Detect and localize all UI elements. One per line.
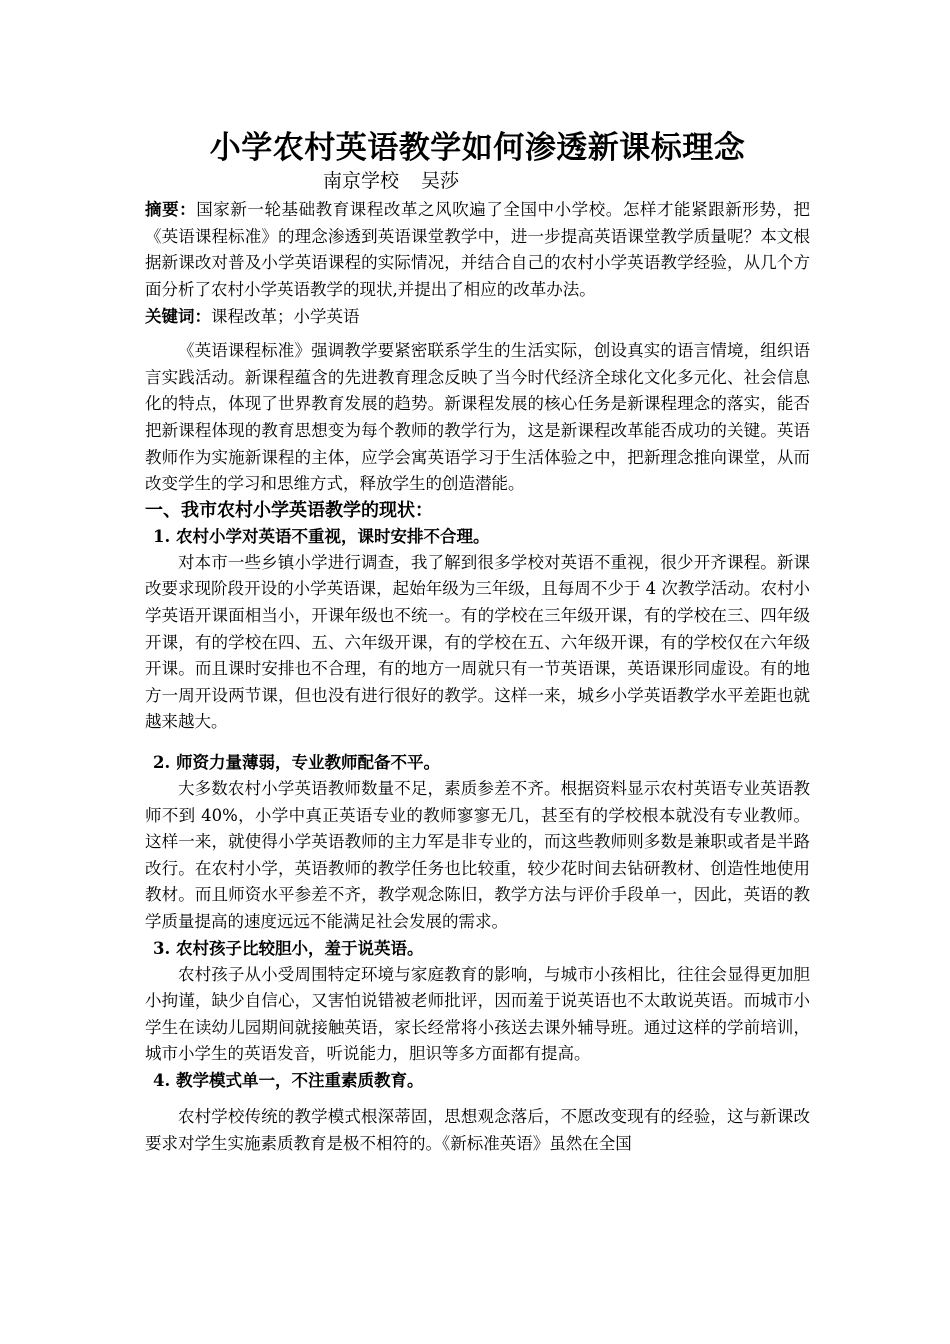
abstract-text: 国家新一轮基础教育课程改革之风吹遍了全国中小学校。怎样才能紧跟新形势，把《英语课程标准》的理念渗透到英语课堂教学中，进一步提高英语课堂教学质量呢？本文根据新课改对普及小学英语课程的实际情况，并结合自己的农村小学英语教学经验，从几个方面分析了农村小学英语教学的现状,并提出了相应的改革办法。: [145, 200, 811, 300]
author-line: [145, 168, 810, 195]
subsection-heading-1: 1. 农村小学对英语不重视，课时安排不合理。: [153, 526, 490, 546]
abstract-label: 摘要：: [145, 200, 197, 220]
subsection-paragraph-4: 农村学校传统的教学模式根深蒂固，思想观念落后，不愿改变现有的经验，这与新课改要求对学生实施素质教育是极不相符的。《新标准英语》虽然在全国: [145, 1106, 810, 1153]
document-page: [145, 120, 810, 1157]
subsection-heading-3: 3. 农村孩子比较胆小，羞于说英语。: [153, 938, 424, 958]
keywords-label: 关键词：: [145, 306, 211, 326]
keywords: [145, 304, 810, 331]
subsection-heading-2: 2. 师资力量薄弱，专业教师配备不平。: [153, 752, 440, 772]
abstract: [145, 197, 810, 303]
subsection-heading-4: 4. 教学模式单一，不注重素质教育。: [153, 1070, 424, 1090]
subsection-paragraph-3: 农村孩子从小受周围特定环境与家庭教育的影响，与城市小孩相比，往往会显得更加胆小拘谨，缺少自信心，又害怕说错被老师批评，因而羞于说英语也不太敢说英语。而城市小学生在读幼儿园期间就接触英语，家长经常将小孩送去课外辅导班。通过这样的学前培训，城市小学生的英语发音，听说能力，胆识等多方面都有提高。: [145, 964, 810, 1064]
subsection-paragraph-2: 大多数农村小学英语教师数量不足，素质参差不齐。根据资料显示农村英语专业英语教师不到 40%，小学中真正英语专业的教师寥寥无几，甚至有的学校根本就没有专业教师。这样一来，就使得小学英语教师的主力军是非专业的，而这些教师则多数是兼职或者是半路改行。在农村小学，英语教师的教学任务也比较重，较少花时间去钻研教材、创造性地使用教材。而且师资水平参差不齐，教学观念陈旧，教学方法与评价手段单一，因此，英语的教学质量提高的速度远远不能满足社会发展的需求。: [145, 778, 810, 931]
subsection-paragraph-1: 对本市一些乡镇小学进行调查，我了解到很多学校对英语不重视，很少开齐课程。新课改要求现阶段开设的小学英语课，起始年级为三年级，且每周不少于 4 次教学活动。农村小学英语开课面相当小，开课年级也不统一。有的学校在三年级开课，有的学校在三、四年级开课，有的学校在四、五、六年级开课，有的学校在五、六年级开课，有的学校仅在六年级开课。而且课时安排也不合理，有的地方一周就只有一节英语课，英语课形同虚设。有的地方一周开设两节课，但也没有进行很好的教学。这样一来，城乡小学英语教学水平差距也就越来越大。: [145, 552, 810, 732]
author-name: 吴莎: [421, 170, 460, 193]
section-heading: 一、我市农村小学英语教学的现状：: [145, 499, 433, 521]
author-school: 南京学校: [323, 170, 400, 193]
intro-paragraph: 《英语课程标准》强调教学要紧密联系学生的生活实际，创设真实的语言情境，组织语言实践活动。新课程蕴含的先进教育理念反映了当今时代经济全球化文化多元化、社会信息化的特点，体现了世界教育发展的趋势。新课程发展的核心任务是新课程理念的落实，能否把新课程体现的教育思想变为每个教师的教学行为，这是新课程改革能否成功的关键。英语教师作为实施新课程的主体，应学会寓英语学习于生活体验之中，把新理念推向课堂，从而改变学生的学习和思维方式，释放学生的创造潜能。: [145, 341, 810, 494]
document-title: 小学农村英语教学如何渗透新课标理念: [209, 130, 746, 166]
keywords-text: 课程改革；小学英语: [211, 306, 360, 326]
